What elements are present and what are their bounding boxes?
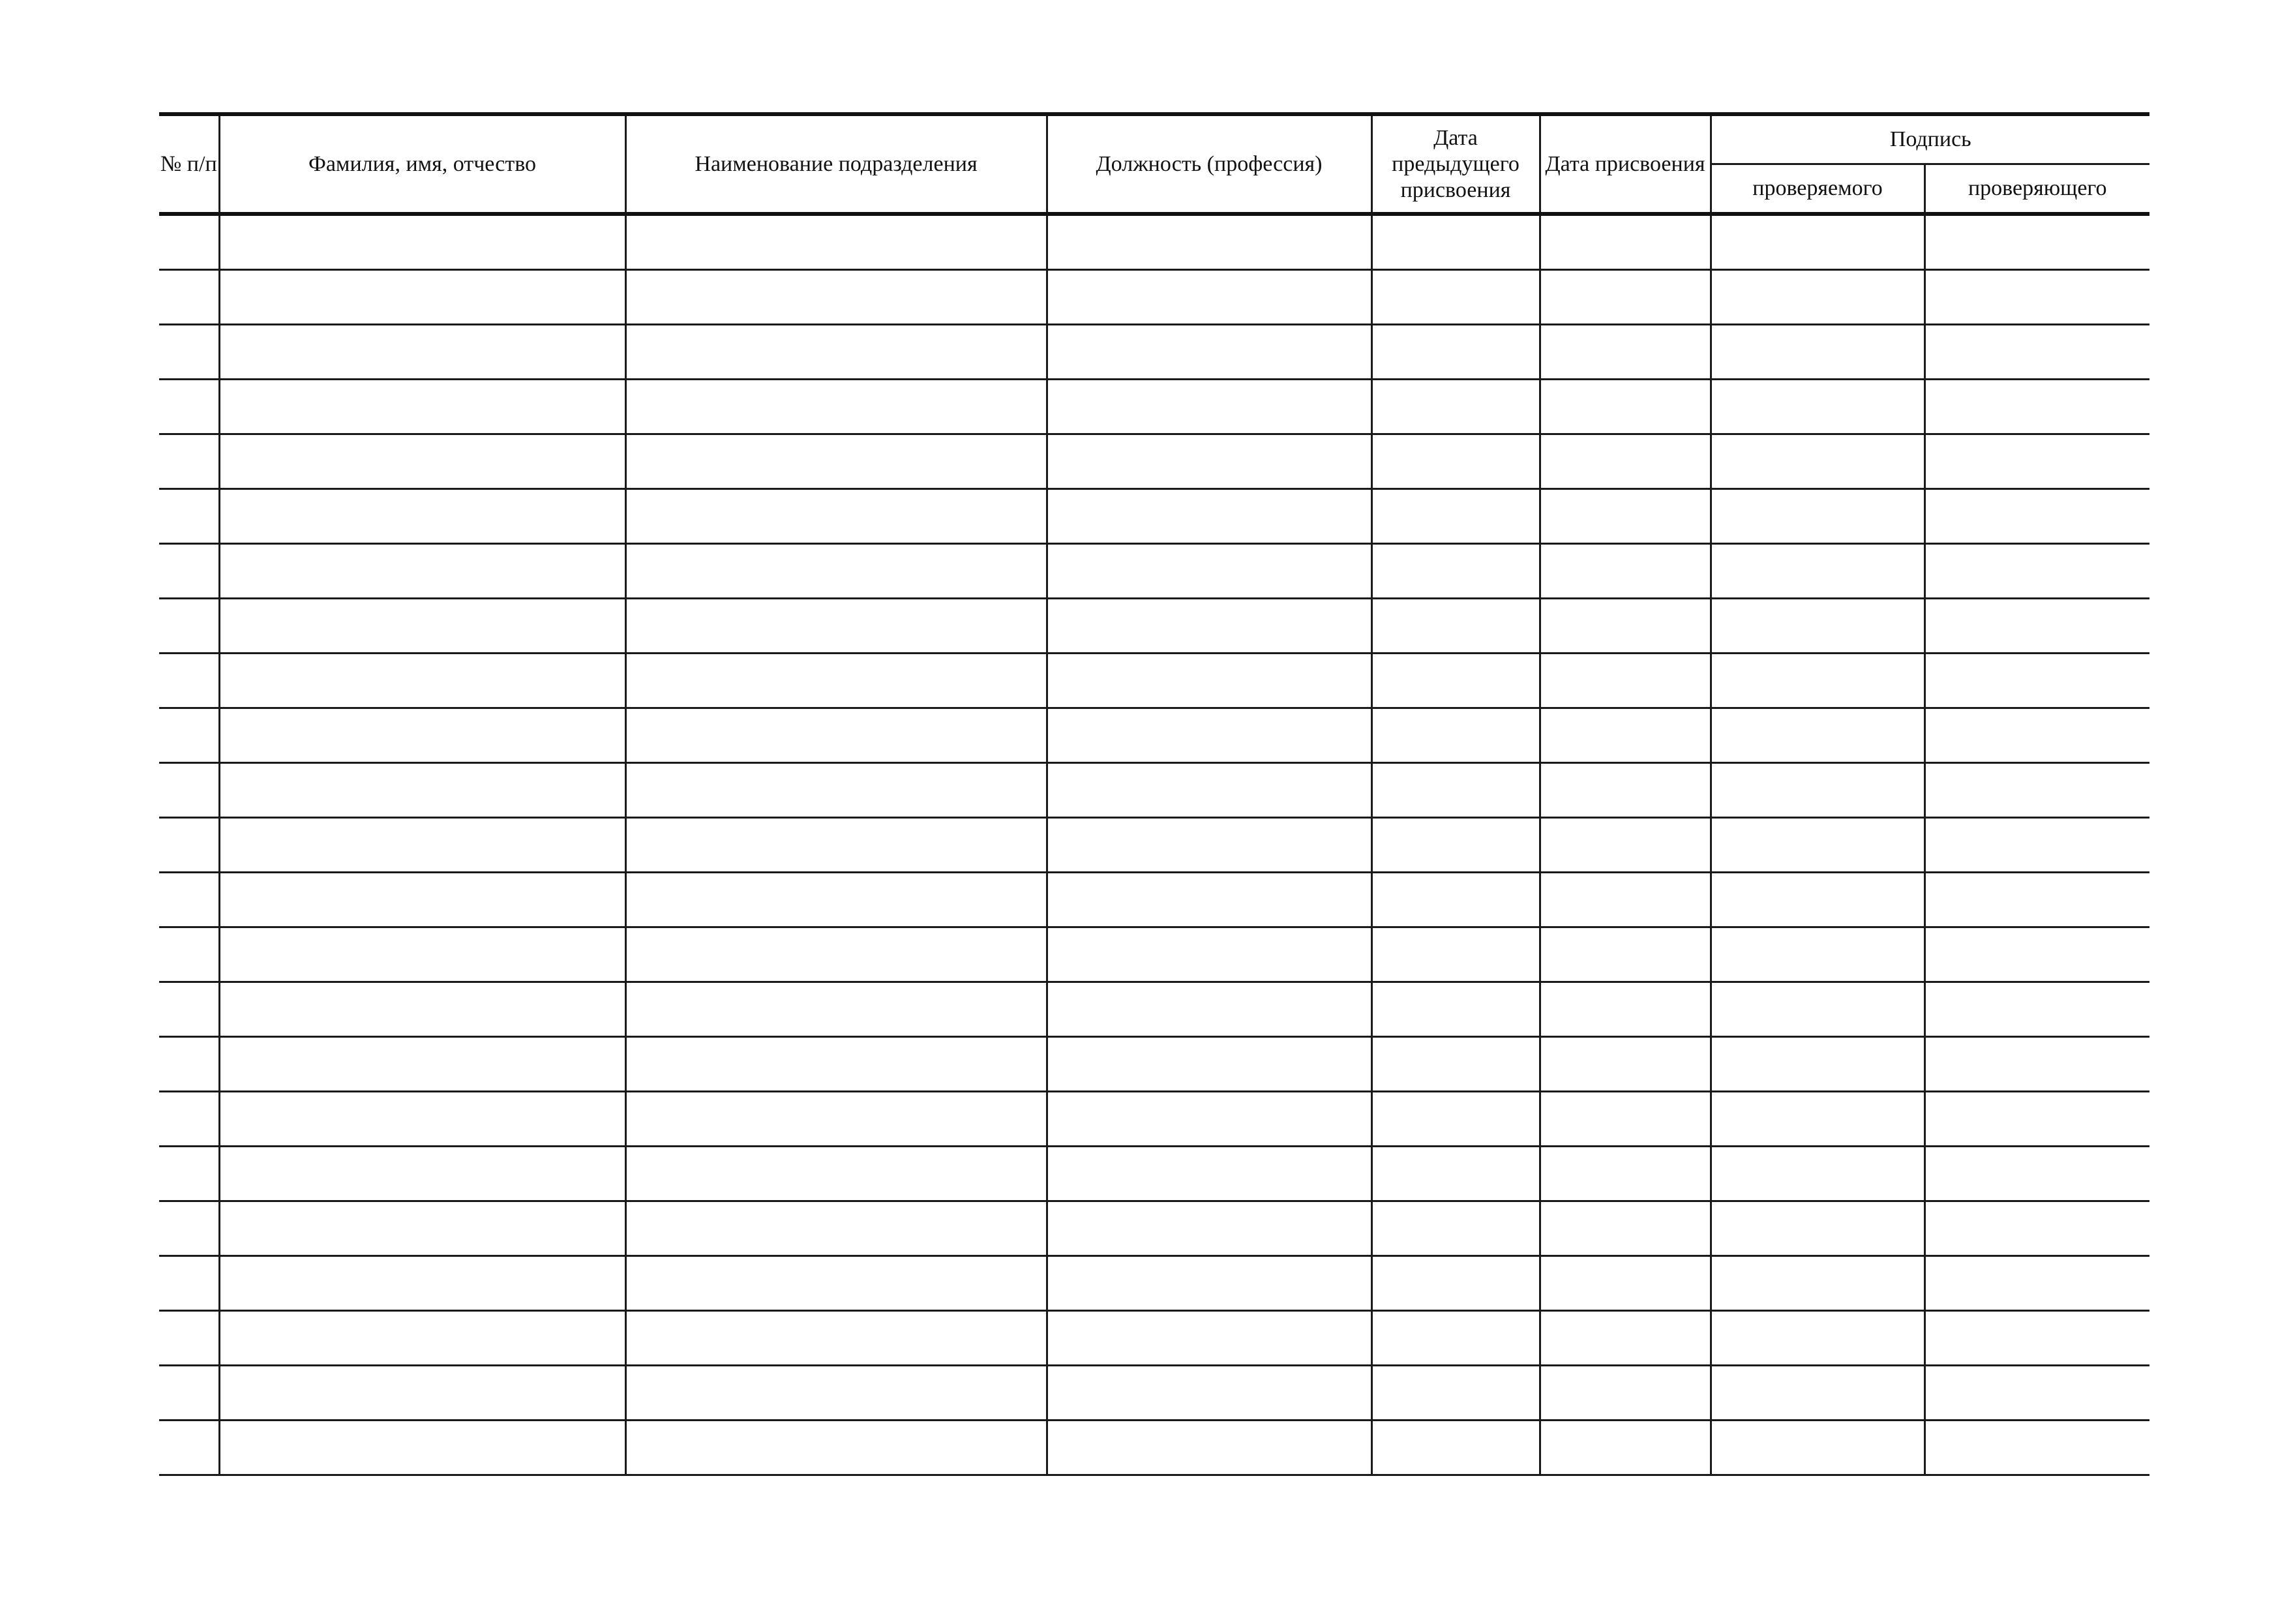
table-cell [625, 818, 1047, 873]
table-cell [1371, 434, 1540, 489]
table-cell [1047, 544, 1371, 599]
table-cell [625, 1147, 1047, 1201]
table-cell [625, 1037, 1047, 1092]
table-cell [1924, 270, 2149, 325]
table-cell [1924, 873, 2149, 927]
table-cell [219, 270, 625, 325]
table-cell [1924, 214, 2149, 270]
table-cell [1540, 927, 1711, 982]
table-cell [1047, 489, 1371, 544]
table-row [159, 1201, 2149, 1256]
table-row [159, 544, 2149, 599]
table-cell [159, 325, 219, 380]
table-cell [159, 1037, 219, 1092]
table-cell [219, 434, 625, 489]
table-cell [1371, 1256, 1540, 1311]
table-cell [1047, 927, 1371, 982]
table-cell [1711, 1311, 1924, 1366]
table-cell [1540, 325, 1711, 380]
table-cell [1540, 763, 1711, 818]
table-cell [159, 270, 219, 325]
table-row [159, 270, 2149, 325]
table-cell [159, 763, 219, 818]
table-cell [1371, 1147, 1540, 1201]
table-cell [625, 1092, 1047, 1147]
table-cell [1711, 1256, 1924, 1311]
table-cell [1047, 763, 1371, 818]
table-cell [1540, 818, 1711, 873]
table-row [159, 1037, 2149, 1092]
table-row [159, 489, 2149, 544]
table-cell [1924, 982, 2149, 1037]
header-signature-checked: проверяемого [1711, 164, 1924, 215]
table-cell [159, 214, 219, 270]
table-cell [219, 873, 625, 927]
table-cell [159, 1256, 219, 1311]
table-cell [1540, 708, 1711, 763]
table-row [159, 1147, 2149, 1201]
table-cell [625, 544, 1047, 599]
table-cell [159, 818, 219, 873]
table-cell [159, 544, 219, 599]
table-cell [625, 325, 1047, 380]
table-cell [1711, 270, 1924, 325]
table-cell [1047, 982, 1371, 1037]
table-row [159, 325, 2149, 380]
table-cell [1371, 599, 1540, 654]
table-cell [1711, 1037, 1924, 1092]
table-cell [1711, 544, 1924, 599]
table-cell [1924, 818, 2149, 873]
table-cell [1540, 434, 1711, 489]
table-row [159, 380, 2149, 434]
table-cell [159, 434, 219, 489]
table-row [159, 1311, 2149, 1366]
table-cell [1540, 654, 1711, 708]
table-cell [219, 1366, 625, 1421]
table-cell [1371, 818, 1540, 873]
table-cell [1711, 982, 1924, 1037]
table-cell [625, 873, 1047, 927]
table-cell [159, 1311, 219, 1366]
table-cell [1924, 1421, 2149, 1475]
table-cell [1924, 927, 2149, 982]
table-row [159, 434, 2149, 489]
table-cell [1047, 270, 1371, 325]
table-cell [219, 654, 625, 708]
table-cell [1711, 818, 1924, 873]
table-cell [219, 599, 625, 654]
table-cell [1924, 654, 2149, 708]
table-cell [1540, 1147, 1711, 1201]
table-cell [1540, 1256, 1711, 1311]
table-cell [1924, 1256, 2149, 1311]
table-cell [1711, 1147, 1924, 1201]
table-cell [1711, 214, 1924, 270]
table-cell [1540, 1366, 1711, 1421]
table-cell [625, 1421, 1047, 1475]
table-cell [1371, 927, 1540, 982]
table-cell [625, 214, 1047, 270]
table-cell [1047, 599, 1371, 654]
table-cell [1924, 1366, 2149, 1421]
table-cell [1371, 325, 1540, 380]
table-cell [1540, 544, 1711, 599]
table-cell [1924, 599, 2149, 654]
table-cell [1047, 1311, 1371, 1366]
header-signature: Подпись [1711, 114, 2149, 164]
table-cell [1047, 1092, 1371, 1147]
table-cell [1924, 325, 2149, 380]
table-cell [219, 982, 625, 1037]
assignment-register-table [159, 112, 2149, 1476]
table-row [159, 708, 2149, 763]
table-cell [625, 1311, 1047, 1366]
table-cell [219, 325, 625, 380]
table-cell [219, 708, 625, 763]
table-cell [1711, 325, 1924, 380]
table-cell [159, 489, 219, 544]
table-cell [1371, 1421, 1540, 1475]
table-cell [625, 763, 1047, 818]
table-cell [219, 380, 625, 434]
table-cell [219, 927, 625, 982]
table-cell [1540, 489, 1711, 544]
table-cell [625, 489, 1047, 544]
table-cell [1371, 489, 1540, 544]
table-cell [219, 1147, 625, 1201]
table-cell [1540, 1201, 1711, 1256]
table-cell [1711, 1366, 1924, 1421]
table-cell [1047, 1147, 1371, 1201]
table-cell [1371, 1201, 1540, 1256]
table-cell [159, 1092, 219, 1147]
table-cell [1371, 380, 1540, 434]
table-cell [1371, 214, 1540, 270]
table-cell [1711, 1421, 1924, 1475]
table-cell [219, 1201, 625, 1256]
table-cell [1540, 1421, 1711, 1475]
table-cell [1924, 380, 2149, 434]
table-cell [625, 599, 1047, 654]
table-cell [625, 270, 1047, 325]
table-cell [1047, 818, 1371, 873]
header-assignment-date: Дата присвоения [1540, 114, 1711, 214]
header-division: Наименование подразделения [625, 114, 1047, 214]
table-cell [159, 927, 219, 982]
table-cell [219, 489, 625, 544]
table-cell [625, 927, 1047, 982]
table-cell [1371, 708, 1540, 763]
table-cell [1047, 708, 1371, 763]
table-cell [1711, 380, 1924, 434]
table-cell [219, 1037, 625, 1092]
table-cell [159, 982, 219, 1037]
table-row [159, 1366, 2149, 1421]
table-cell [159, 1366, 219, 1421]
table-cell [625, 434, 1047, 489]
table-cell [159, 1147, 219, 1201]
table-cell [1924, 1311, 2149, 1366]
table-cell [625, 380, 1047, 434]
table-row [159, 214, 2149, 270]
table-cell [1924, 434, 2149, 489]
table-cell [159, 1421, 219, 1475]
table-cell [219, 1092, 625, 1147]
table-cell [159, 599, 219, 654]
table-cell [1711, 1201, 1924, 1256]
table-row [159, 818, 2149, 873]
table-row [159, 599, 2149, 654]
header-position: Должность (профессия) [1047, 114, 1371, 214]
table-cell [1711, 654, 1924, 708]
table-cell [625, 708, 1047, 763]
table-cell [1711, 708, 1924, 763]
table-cell [1924, 544, 2149, 599]
table-row [159, 1092, 2149, 1147]
table-cell [219, 1311, 625, 1366]
table-cell [1047, 654, 1371, 708]
table-cell [1540, 1037, 1711, 1092]
table-cell [1924, 1147, 2149, 1201]
table-cell [1047, 214, 1371, 270]
table-cell [625, 1366, 1047, 1421]
table-cell [1540, 873, 1711, 927]
table-cell [1047, 1037, 1371, 1092]
table-cell [159, 708, 219, 763]
table-cell [219, 544, 625, 599]
table-cell [1047, 1201, 1371, 1256]
table-cell [1371, 544, 1540, 599]
table-cell [1371, 1037, 1540, 1092]
table-cell [1540, 1092, 1711, 1147]
table-cell [1540, 599, 1711, 654]
table-cell [219, 1421, 625, 1475]
table-cell [625, 1201, 1047, 1256]
table-cell [1047, 380, 1371, 434]
table-cell [1047, 1421, 1371, 1475]
header-previous-assignment-date: Дата предыдущего присвоения [1371, 114, 1540, 214]
table-cell [1924, 708, 2149, 763]
table-cell [1924, 489, 2149, 544]
table-cell [1047, 1366, 1371, 1421]
table-row [159, 873, 2149, 927]
table-cell [1047, 873, 1371, 927]
table-cell [1047, 325, 1371, 380]
table-cell [159, 380, 219, 434]
table-cell [1371, 982, 1540, 1037]
table-cell [1371, 270, 1540, 325]
table-cell [625, 654, 1047, 708]
table-cell [219, 1256, 625, 1311]
table-cell [1711, 873, 1924, 927]
table-cell [219, 763, 625, 818]
table-cell [1371, 763, 1540, 818]
table-row [159, 927, 2149, 982]
table-cell [1711, 434, 1924, 489]
table-row [159, 1421, 2149, 1475]
table-cell [1371, 1092, 1540, 1147]
table-cell [1711, 927, 1924, 982]
table-body [159, 214, 2149, 1475]
table-cell [1924, 1092, 2149, 1147]
table-cell [1371, 873, 1540, 927]
table-row [159, 982, 2149, 1037]
header-full-name: Фамилия, имя, отчество [219, 114, 625, 214]
table-cell [1371, 1311, 1540, 1366]
table-cell [1371, 654, 1540, 708]
table-cell [1540, 982, 1711, 1037]
table-cell [1711, 489, 1924, 544]
table-cell [1711, 763, 1924, 818]
table-cell [1711, 599, 1924, 654]
table-cell [1540, 214, 1711, 270]
table-row [159, 1256, 2149, 1311]
table-cell [1924, 763, 2149, 818]
table-cell [1711, 1092, 1924, 1147]
table-cell [1924, 1201, 2149, 1256]
table-row [159, 763, 2149, 818]
table-cell [159, 654, 219, 708]
table-cell [159, 1201, 219, 1256]
table-cell [219, 214, 625, 270]
table-cell [625, 982, 1047, 1037]
table-cell [219, 818, 625, 873]
table-cell [625, 1256, 1047, 1311]
table-cell [1047, 1256, 1371, 1311]
header-number: № п/п [159, 114, 219, 214]
table-cell [1371, 1366, 1540, 1421]
header-signature-checker: проверяющего [1924, 164, 2149, 215]
table-cell [1924, 1037, 2149, 1092]
table-cell [1540, 380, 1711, 434]
table-cell [1047, 434, 1371, 489]
table-cell [1540, 1311, 1711, 1366]
table-row [159, 654, 2149, 708]
table-cell [159, 873, 219, 927]
table-cell [1540, 270, 1711, 325]
